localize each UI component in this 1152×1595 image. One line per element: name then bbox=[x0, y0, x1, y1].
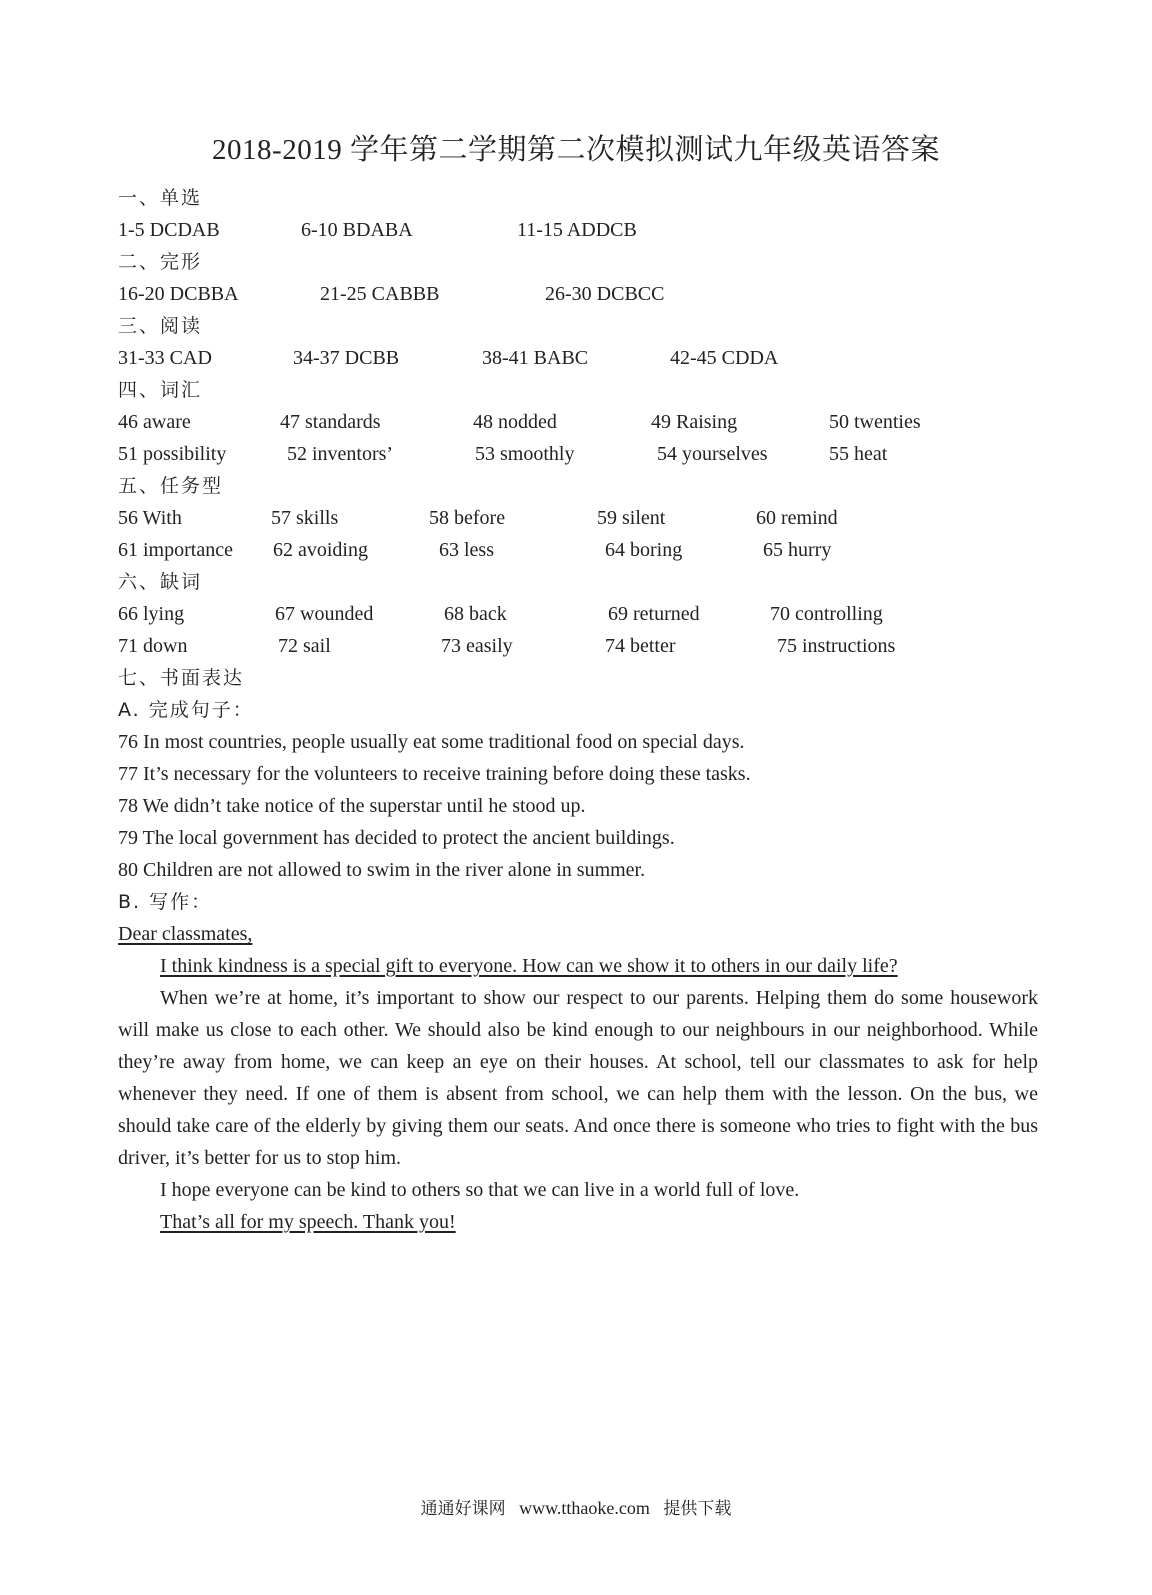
section-heading-reading: 三、阅读 bbox=[118, 315, 203, 337]
sentence-answer: 79 The local government has decided to protect the ancient buildings. bbox=[118, 827, 675, 849]
answer-cell: 6-10 BDABA bbox=[301, 219, 413, 241]
answer-row bbox=[118, 598, 1038, 630]
answer-cell: 70 controlling bbox=[770, 603, 883, 625]
answer-cell: 31-33 CAD bbox=[118, 347, 212, 369]
answer-row bbox=[118, 406, 1038, 438]
answer-cell: 62 avoiding bbox=[273, 539, 368, 561]
answer-row bbox=[118, 342, 1038, 374]
section-heading-vocabulary: 四、词汇 bbox=[118, 379, 203, 401]
section-heading-cloze: 二、完形 bbox=[118, 251, 203, 273]
essay-salutation-text: Dear classmates, bbox=[118, 923, 253, 945]
answer-cell: 47 standards bbox=[280, 411, 381, 433]
answer-cell: 66 lying bbox=[118, 603, 185, 625]
section-heading-writing: 七、书面表达 bbox=[118, 667, 245, 689]
answer-cell: 55 heat bbox=[829, 443, 888, 465]
answer-cell: 50 twenties bbox=[829, 411, 921, 433]
answer-cell: 58 before bbox=[429, 507, 506, 529]
essay-closing-text: That’s all for my speech. Thank you! bbox=[160, 1211, 456, 1233]
answer-cell: 1-5 DCDAB bbox=[118, 219, 220, 241]
essay-opening bbox=[118, 950, 1038, 982]
answer-cell: 59 silent bbox=[597, 507, 666, 529]
answer-cell: 16-20 DCBBA bbox=[118, 283, 239, 305]
section-heading-missing-words: 六、缺词 bbox=[118, 571, 203, 593]
answer-row bbox=[118, 502, 1038, 534]
answer-cell: 57 skills bbox=[271, 507, 339, 529]
answer-cell: 74 better bbox=[605, 635, 676, 657]
answer-cell: 26-30 DCBCC bbox=[545, 283, 665, 305]
answer-cell: 46 aware bbox=[118, 411, 191, 433]
sentence-answer: 77 It’s necessary for the volunteers to receive training before doing these tasks. bbox=[118, 763, 751, 785]
answer-cell: 49 Raising bbox=[651, 411, 738, 433]
answer-row bbox=[118, 534, 1038, 566]
answer-cell: 21-25 CABBB bbox=[320, 283, 440, 305]
answer-row bbox=[118, 214, 1038, 246]
answer-row bbox=[118, 630, 1038, 662]
answer-cell: 56 With bbox=[118, 507, 182, 529]
essay-body: When we’re at home, it’s important to show our respect to our parents. Helping them do some housework will make us close to each other. We should also be kind enough to our neighbours in our neighborhood. While they’re away from home, we can keep an eye on their houses. At school, tell our classmates to ask for help whenever they need. If one of them is absent from school, we can help them with the lesson. On the bus, we should take care of the elderly by giving them our seats. And once there is someone who tries to fight with the bus driver, it’s better for us to stop him. bbox=[118, 987, 1038, 1169]
section-heading-task-based: 五、任务型 bbox=[118, 475, 224, 497]
answer-cell: 75 instructions bbox=[777, 635, 896, 657]
essay-closing bbox=[118, 1206, 1038, 1238]
footer-url: www.tthaoke.com bbox=[519, 1498, 650, 1518]
page-title: 2018-2019 学年第二学期第二次模拟测试九年级英语答案 bbox=[212, 134, 940, 166]
answer-cell: 54 yourselves bbox=[657, 443, 768, 465]
answer-cell: 67 wounded bbox=[275, 603, 374, 625]
answer-cell: 73 easily bbox=[441, 635, 513, 657]
sentence-answer: 78 We didn’t take notice of the superstar until he stood up. bbox=[118, 795, 586, 817]
subsection-label-writing: B. 写作： bbox=[118, 891, 213, 913]
footer-site-name: 通通好课网 bbox=[420, 1499, 506, 1519]
answer-cell: 38-41 BABC bbox=[482, 347, 589, 369]
page-footer bbox=[0, 1494, 1152, 1523]
answer-cell: 64 boring bbox=[605, 539, 683, 561]
answer-cell: 69 returned bbox=[608, 603, 700, 625]
answer-cell: 52 inventors’ bbox=[287, 443, 394, 465]
answer-cell: 48 nodded bbox=[473, 411, 557, 433]
answer-cell: 71 down bbox=[118, 635, 188, 657]
answer-cell: 34-37 DCBB bbox=[293, 347, 400, 369]
answer-cell: 51 possibility bbox=[118, 443, 227, 465]
subsection-label-complete-sentences: A. 完成句子： bbox=[118, 699, 254, 721]
answer-row bbox=[118, 278, 1038, 310]
sentence-answer: 80 Children are not allowed to swim in the river alone in summer. bbox=[118, 859, 646, 881]
answer-cell: 63 less bbox=[439, 539, 494, 561]
section-heading-single-choice: 一、单选 bbox=[118, 187, 203, 209]
answer-row bbox=[118, 438, 1038, 470]
answer-cell: 42-45 CDDA bbox=[670, 347, 779, 369]
essay-salutation bbox=[118, 918, 1038, 950]
essay-opening-text: I think kindness is a special gift to everyone. How can we show it to others in our daily life? bbox=[160, 955, 898, 977]
answer-cell: 61 importance bbox=[118, 539, 233, 561]
answer-cell: 60 remind bbox=[756, 507, 838, 529]
essay-conclusion: I hope everyone can be kind to others so that we can live in a world full of love. bbox=[160, 1179, 800, 1201]
answer-cell: 72 sail bbox=[278, 635, 331, 657]
sentence-answer: 76 In most countries, people usually eat some traditional food on special days. bbox=[118, 731, 745, 753]
answer-cell: 11-15 ADDCB bbox=[517, 219, 637, 241]
footer-download-note: 提供下载 bbox=[663, 1499, 732, 1519]
answer-content bbox=[118, 182, 1038, 1238]
answer-cell: 53 smoothly bbox=[475, 443, 575, 465]
answer-cell: 68 back bbox=[444, 603, 507, 625]
answer-cell: 65 hurry bbox=[763, 539, 832, 561]
